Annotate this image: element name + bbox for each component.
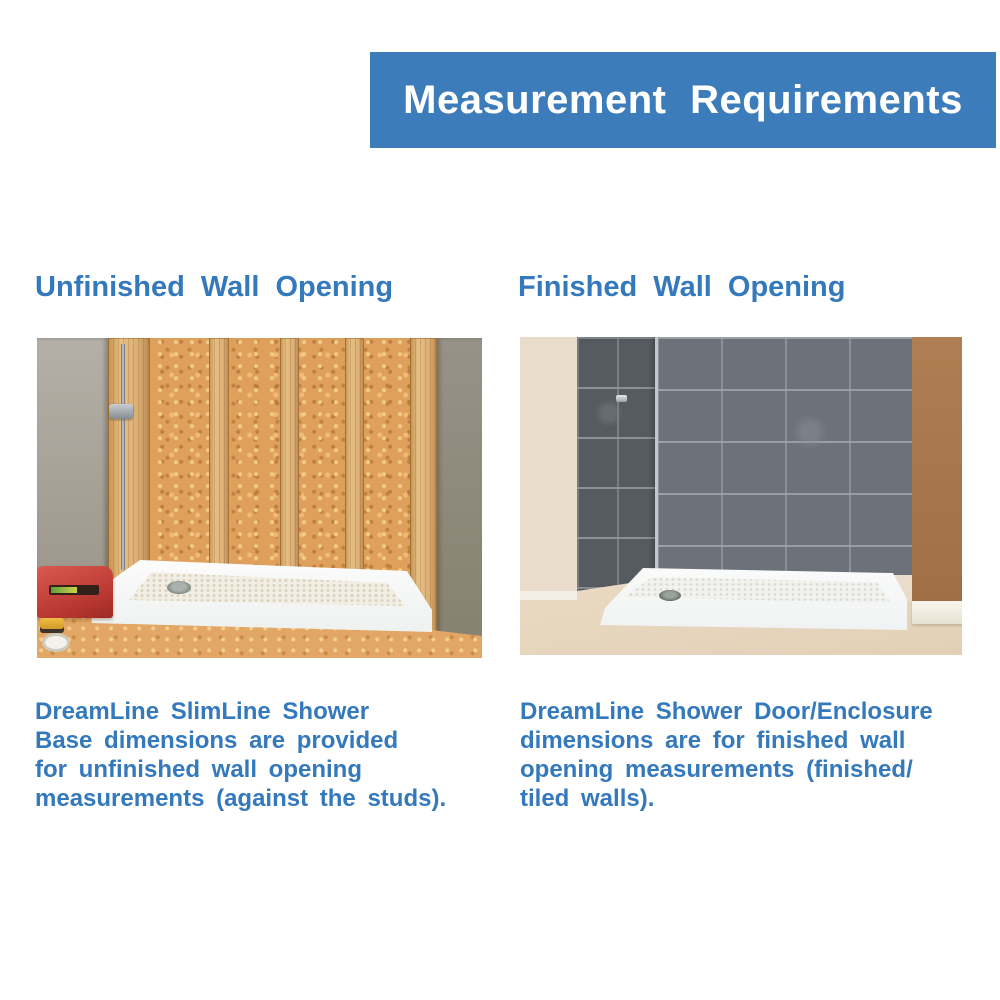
tape-measure (40, 618, 64, 633)
toolbox (37, 566, 113, 618)
caption-line: measurements (against the studs). (35, 785, 447, 812)
shower-supply-pipe (121, 344, 125, 570)
caption-line: tiled walls). (520, 785, 655, 812)
caption-line: dimensions are for finished wall (520, 727, 906, 754)
caption-line: DreamLine SlimLine Shower (35, 698, 370, 725)
caption-line: for unfinished wall opening (35, 756, 362, 783)
finished-wall-photo (520, 337, 962, 655)
heading-finished-wall-opening: Finished Wall Opening (518, 271, 846, 303)
page-title: Measurement Requirements (403, 77, 963, 122)
caption-line: Base dimensions are provided (35, 727, 399, 754)
caption-line: opening measurements (finished/ (520, 756, 913, 783)
toolbox-label (51, 587, 77, 593)
side-wall-left (37, 338, 108, 570)
caption-unfinished (35, 697, 446, 813)
baseboard-right (912, 601, 962, 624)
unfinished-wall-photo (37, 338, 482, 658)
side-wall-right (437, 338, 482, 644)
painted-wall-right (912, 337, 962, 603)
tape-roll (42, 633, 70, 652)
tile-corner-trim (655, 337, 658, 579)
caption-finished (520, 697, 933, 813)
painted-wall-left (520, 337, 577, 597)
tile-wall-back (657, 337, 912, 575)
shower-arm-stub (616, 395, 627, 402)
title-banner (370, 52, 996, 148)
heading-unfinished-wall-opening: Unfinished Wall Opening (35, 271, 394, 303)
shower-valve (109, 404, 133, 419)
caption-line: DreamLine Shower Door/Enclosure (520, 698, 933, 725)
drain (167, 581, 191, 594)
baseboard-left (520, 591, 577, 600)
drain (659, 590, 681, 601)
tile-wall-side (577, 337, 657, 591)
